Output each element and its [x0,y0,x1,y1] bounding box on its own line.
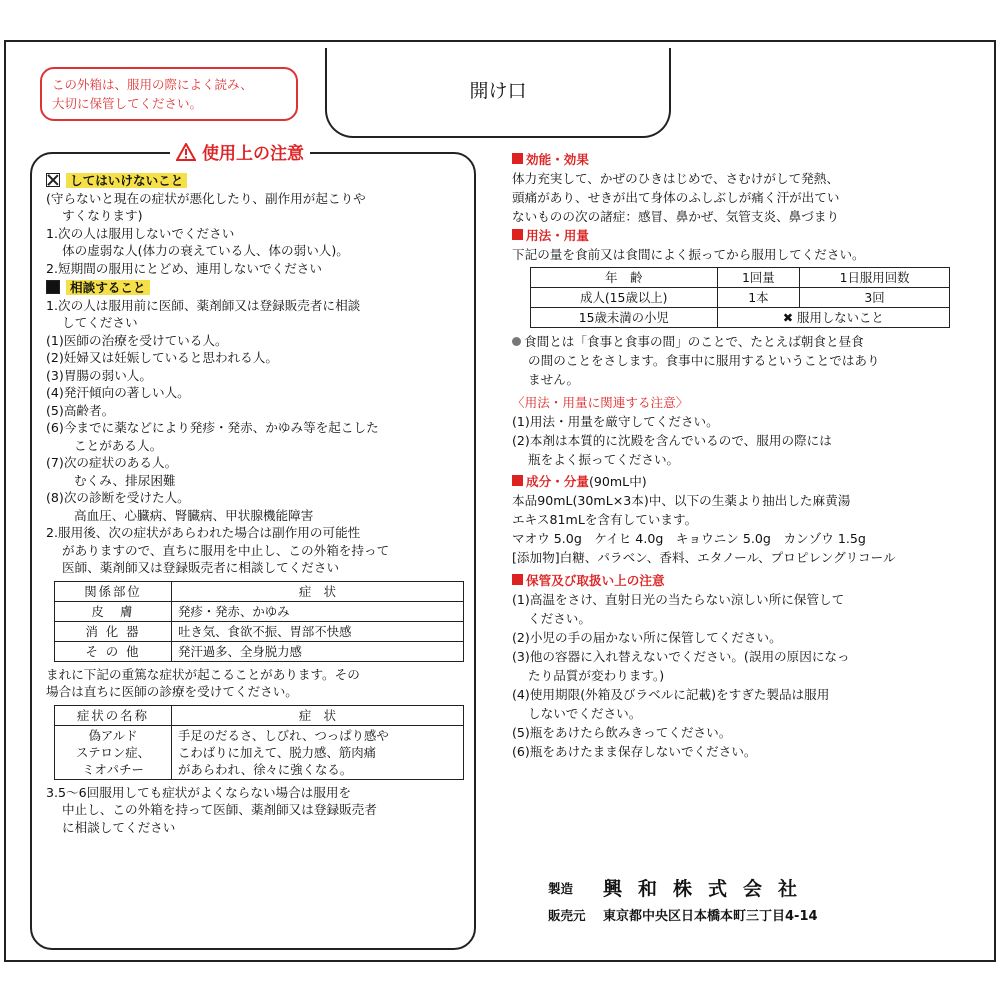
rare-note: まれに下記の重篤な症状が起こることがあります。その [46,666,360,682]
notice-line: 大切に保管してください。 [52,96,203,111]
opening-label: 開け口 [469,80,527,102]
consult-list-item: (5)高齢者。 [46,402,115,418]
storage-item: しないでください。 [528,706,642,721]
meal-note: ません。 [528,372,580,387]
dont-intro: すくなります) [62,208,143,223]
dosage-caution: 瓶をよく振ってください。 [528,452,680,467]
section-heading: 用法・用量 [512,226,957,245]
dont-heading: してはいけないこと [66,173,187,188]
table-cell [172,725,464,779]
table-cell: 1本 [717,288,800,308]
table-cell: 皮 膚 [55,601,172,621]
table-cell: 成人(15歳以上) [531,288,718,308]
keep-box-notice [40,67,298,121]
usage-precautions-panel [30,152,476,950]
consult-list-item: 高血圧、心臓病、腎臓病、甲状腺機能障害 [74,507,314,523]
consult-item: がありますので、直ちに服用を中止し、この外箱を持って [62,542,390,558]
table-cell: ✖ 服用しないこと [717,308,949,328]
prohibited-icon [46,173,60,187]
table-header: 症状の名称 [55,705,172,725]
table-cell: 発汗過多、全身脱力感 [172,641,464,661]
consult-list-item: (4)発汗傾向の著しい人。 [46,385,190,400]
maker-label: 製造 [548,880,574,896]
company-address: 東京都中央区日本橋本町三丁目4-14 [603,909,818,924]
meal-note: 食間とは「食事と食事の間」のことで、たとえば朝食と昼食 [524,334,864,349]
ingredients-text: [添加物]白糖、パラベン、香料、エタノール、プロピレングリコール [512,550,896,565]
rare-note: 場合は直ちに医師の診療を受けてください。 [46,684,298,699]
company-name: 興和株式会社 [603,878,814,900]
meal-note: の間のことをさします。食事中に服用するということではあり [528,353,880,368]
notice-line: この外箱は、服用の際によく読み、 [52,77,253,92]
section-heading: 成分・分量 [512,474,589,489]
table-header: 関係部位 [55,581,172,601]
storage-item: (1)高温をさけ、直射日光の当たらない涼しい所に保管して [512,592,845,607]
section-heading: 効能・効果 [512,150,957,169]
manufacturer-block [548,874,818,924]
serious-symptom-table [54,705,464,780]
consult-list-item: むくみ、排尿困難 [74,472,176,488]
precautions-title [170,139,310,164]
dont-item: 2.短期間の服用にとどめ、連用しないでください [46,260,322,276]
table-cell: そ の 他 [55,641,172,661]
storage-item: (4)使用期限(外箱及びラベルに記載)をすぎた製品は服用 [512,687,830,702]
section-bullet-icon [512,153,523,164]
table-header: 1日服用回数 [800,268,950,288]
dosage-caution-heading: 〈用法・用量に関連する注意〉 [512,395,689,410]
consult-list-item: (8)次の診断を受けた人。 [46,490,190,505]
side-effect-table [54,581,464,662]
table-cell: 15歳未満の小児 [531,308,718,328]
consult-list-item: ことがある人。 [74,437,163,453]
precautions-content [46,170,466,836]
dosage-caution: (1)用法・用量を厳守してください。 [512,414,719,429]
consult-list-item: (6)今までに薬などにより発疹・発赤、かゆみ等を起こした [46,420,379,435]
consult-list-item: (3)胃腸の弱い人。 [46,367,152,383]
symptom-text: こわばりに加えて、脱力感、筋肉痛 [178,744,377,760]
table-header: 年 齢 [531,268,718,288]
table-cell [55,725,172,779]
dosage-text: 下記の量を食前又は食間によく振ってから服用してください。 [512,247,865,262]
consult-list-item: (1)医師の治療を受けている人。 [46,332,228,348]
table-header: 1回量 [717,268,800,288]
storage-item: たり品質が変わります。) [528,668,665,683]
dont-item: 1.次の人は服用しないでください [46,225,235,241]
effect-text: 体力充実して、かぜのひきはじめで、さむけがして発熱、 [512,171,839,186]
table-cell: 発疹・発赤、かゆみ [172,601,464,621]
consult-item: してください [62,315,138,330]
table-cell: 3回 [800,288,950,308]
storage-item: (2)小児の手の届かない所に保管してください。 [512,630,782,645]
symptom-name: ステロン症、 [75,744,151,760]
ingredients-unit: (90mL中) [588,474,647,489]
consult-list-item: (7)次の症状のある人。 [46,455,178,470]
consult-heading: 相談すること [66,280,150,295]
table-cell: 消 化 器 [55,621,172,641]
effect-text: ないものの次の諸症：感冒、鼻かぜ、気管支炎、鼻づまり [512,209,840,224]
storage-item: ください。 [528,611,591,626]
consult-icon [46,280,60,294]
effect-text: 頭痛があり、せきが出て身体のふしぶしが痛く汗が出てい [512,190,840,205]
table-cell: 吐き気、食欲不振、胃部不快感 [172,621,464,641]
note-bullet-icon [512,337,521,346]
consult-item: に相談してください [62,819,176,835]
ingredients-text: エキス81mLを含有しています。 [512,512,698,527]
table-header: 症 状 [172,705,464,725]
dont-intro: (守らないと現在の症状が悪化したり、副作用が起こりや [46,190,366,206]
storage-item: (5)瓶をあけたら飲みきってください。 [512,725,732,740]
section-bullet-icon [512,475,523,486]
ingredients-text: 本品90mL(30mL×3本)中、以下の生薬より抽出した麻黄湯 [512,493,851,508]
dosage-caution: (2)本剤は本質的に沈殿を含んでいるので、服用の際には [512,433,832,448]
warning-icon [176,143,196,161]
ingredients-text: マオウ 5.0g ケイヒ 4.0g キョウニン 5.0g カンゾウ 1.5g [512,531,866,546]
section-bullet-icon [512,574,523,585]
precautions-title-text: 使用上の注意 [202,144,304,164]
consult-item: 1.次の人は服用前に医師、薬剤師又は登録販売者に相談 [46,297,361,313]
storage-item: (3)他の容器に入れ替えないでください。(誤用の原因になっ [512,649,850,664]
table-header: 症 状 [172,581,464,601]
opening-flap [325,48,671,138]
section-bullet-icon [512,229,523,240]
seller-label: 販売元 [548,907,586,923]
storage-item: (6)瓶をあけたまま保存しないでください。 [512,744,757,759]
symptom-text: があらわれ、徐々に強くなる。 [178,761,353,777]
section-heading: 保管及び取扱い上の注意 [512,571,957,590]
consult-item: 3.5～6回服用しても症状がよくならない場合は服用を [46,784,352,800]
consult-item: 2.服用後、次の症状があらわれた場合は副作用の可能性 [46,525,361,540]
consult-item: 医師、薬剤師又は登録販売者に相談してください [62,560,340,575]
symptom-name: 偽アルド [88,727,138,743]
dont-item: 体の虚弱な人(体力の衰えている人、体の弱い人)。 [62,243,349,258]
consult-item: 中止し、この外箱を持って医師、薬剤師又は登録販売者 [62,802,377,817]
right-column [512,150,957,761]
symptom-name: ミオパチー [82,761,144,777]
dosage-table [530,267,950,328]
symptom-text: 手足のだるさ、しびれ、つっぱり感や [178,727,389,743]
consult-list-item: (2)妊婦又は妊娠していると思われる人。 [46,350,278,365]
